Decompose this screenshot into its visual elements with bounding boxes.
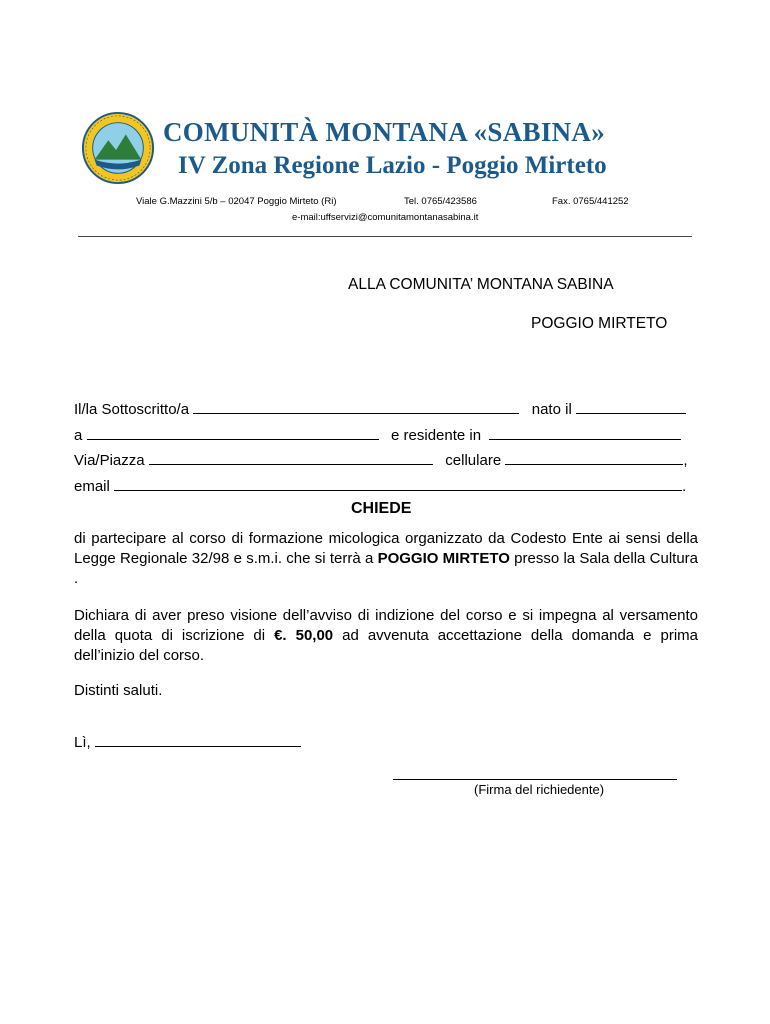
request-heading: CHIEDE bbox=[351, 500, 412, 517]
name-label: Il/la Sottoscritto/a bbox=[74, 401, 190, 418]
recipient-line-2: POGGIO MIRTETO bbox=[531, 315, 668, 332]
organization-subtitle: IV Zona Regione Lazio - Poggio Mirteto bbox=[178, 152, 607, 179]
organization-logo bbox=[79, 111, 157, 185]
birth-date-field[interactable] bbox=[576, 399, 686, 414]
p1-text-b: presso la Sala della Cultura . bbox=[74, 550, 698, 587]
recipient-line-1: ALLA COMUNITA’ MONTANA SABINA bbox=[348, 276, 614, 293]
place-label: Lì, bbox=[74, 734, 91, 751]
contact-phone: Tel. 0765/423586 bbox=[404, 196, 477, 207]
contact-address: Viale G.Mazzini 5/b – 02047 Poggio Mirteto (Ri) bbox=[136, 196, 337, 207]
header-divider bbox=[78, 236, 692, 237]
signature-label: (Firma del richiedente) bbox=[474, 782, 605, 797]
form-row-address bbox=[74, 450, 688, 469]
row3-comma: , bbox=[683, 452, 688, 469]
p2-text-b: ad avvenuta accettazione della domanda e prima dell’inizio del corso. bbox=[74, 627, 698, 664]
street-label: Via/Piazza bbox=[74, 452, 145, 469]
street-field[interactable] bbox=[149, 450, 433, 465]
p1-text-a: di partecipare al corso di formazione micologica organizzato da Codesto Ente ai sensi della Legge Regionale 32/98 e s.m.i. che si terrà a bbox=[74, 530, 698, 567]
declaration-paragraph bbox=[74, 606, 698, 666]
row4-period: . bbox=[682, 478, 687, 495]
p2-text-a: Dichiara di aver preso visione dell’avviso di indizione del corso e si impegna al versamento della quota di iscrizione di bbox=[74, 607, 698, 644]
contact-email: e-mail:uffservizi@comunitamontanasabina.it bbox=[292, 212, 479, 223]
form-row-place bbox=[74, 425, 681, 444]
birthplace-field[interactable] bbox=[87, 425, 379, 440]
residence-field[interactable] bbox=[489, 425, 681, 440]
fee-amount: €. 50,00 bbox=[274, 627, 334, 644]
residence-label: e residente in bbox=[391, 427, 482, 444]
signature-field[interactable] bbox=[393, 779, 677, 780]
email-field[interactable] bbox=[114, 476, 682, 491]
request-paragraph bbox=[74, 529, 698, 589]
birthplace-label: a bbox=[74, 427, 83, 444]
form-row-name bbox=[74, 399, 686, 418]
birth-label: nato il bbox=[531, 401, 572, 418]
place-date-row bbox=[74, 732, 301, 751]
mobile-field[interactable] bbox=[505, 450, 683, 465]
contact-fax: Fax. 0765/441252 bbox=[552, 196, 629, 207]
email-label: email bbox=[74, 478, 110, 495]
p1-location: POGGIO MIRTETO bbox=[377, 550, 510, 567]
organization-name: COMUNITÀ MONTANA «SABINA» bbox=[163, 117, 606, 147]
name-field[interactable] bbox=[193, 399, 519, 414]
place-date-field[interactable] bbox=[95, 732, 301, 747]
mobile-label: cellulare bbox=[445, 452, 502, 469]
form-row-email bbox=[74, 476, 686, 495]
closing-text: Distinti saluti. bbox=[74, 682, 163, 699]
